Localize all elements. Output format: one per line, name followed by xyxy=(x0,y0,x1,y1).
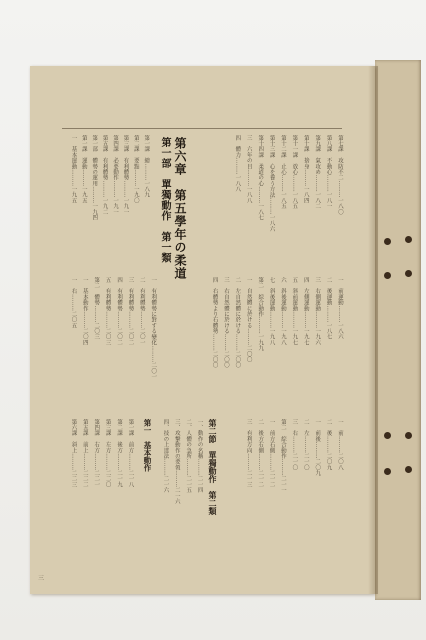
toc-entry: 一 前方右側………二一二 xyxy=(268,419,275,488)
toc-entry: 第十二課 止心………一八五 xyxy=(279,135,286,210)
toc-entry: 第三課 左方………二二〇 xyxy=(104,419,111,488)
part-one-basic-title: 第一 基本動作 xyxy=(143,419,152,472)
toc-entry: 二、人體の急所………二一五 xyxy=(185,419,192,494)
table-of-contents xyxy=(62,128,342,559)
toc-middle-right-group xyxy=(211,277,342,399)
toc-entry: 三 右自然體に於ける………二〇〇 xyxy=(222,277,229,369)
toc-entry: 三 六年の目………一八八 xyxy=(245,135,252,204)
toc-entry: 一 自然體に於ける………二〇〇 xyxy=(245,277,252,363)
toc-upper-right-group xyxy=(234,135,342,257)
toc-entry: 第五課 前上………二二二 xyxy=(81,419,88,488)
toc-entry: 第二課 要點………一九〇 xyxy=(132,135,139,204)
binding-hole xyxy=(405,432,412,439)
toc-entry: 第一課 運動………一九五 xyxy=(80,135,87,204)
binding-hole xyxy=(384,432,391,439)
toc-entry: 第二 綜合動作………一九九 xyxy=(257,277,264,352)
toc-entry: 二 左………二一〇 xyxy=(302,419,309,471)
toc-entry: 三 有利方向………二一三 xyxy=(245,419,252,488)
book-gutter xyxy=(368,66,378,594)
toc-entry: 二 有利體勢………二〇一 xyxy=(138,277,145,346)
section-two-title: 第二節 單獨動作 第二類 xyxy=(208,419,218,515)
toc-entry: 七 斜後運動………一九八 xyxy=(268,277,275,346)
toc-entry: 五 有利體勢………二〇三 xyxy=(104,277,111,346)
toc-entry: 三 右………二一〇 xyxy=(291,419,298,471)
toc-entry: 三、攻撃動作の要領………二一六 xyxy=(173,419,180,505)
toc-entry: 二 後………二〇九 xyxy=(325,419,332,471)
toc-entry: 第五課 有利體勢………一九二 xyxy=(101,135,108,215)
toc-entry: 第四課 必要動作………一九一 xyxy=(112,135,119,215)
binding-hole xyxy=(384,468,391,475)
toc-entry: 第十課 捨身………一八四 xyxy=(302,135,309,204)
toc-entry: 第十三課 心を養う方法………一八六 xyxy=(268,135,275,232)
toc-entry: 第七課 攻防不二………一八〇 xyxy=(337,135,343,215)
binding-hole xyxy=(405,270,412,277)
toc-entry: 二 後運動………一八七 xyxy=(325,277,332,340)
toc-middle-band xyxy=(62,277,342,399)
toc-entry: 第四課 右方………二二一 xyxy=(93,419,100,488)
toc-entry: 第一課 總………一八九 xyxy=(143,135,150,198)
toc-entry: 一、動作の名稱………二一四 xyxy=(196,419,203,494)
toc-entry: 第九課 氣攻め………一八二 xyxy=(314,135,321,210)
toc-entry: 第二 綜合動作………二一一 xyxy=(279,419,286,494)
toc-entry: 一 基本動作………二〇四 xyxy=(81,277,88,346)
toc-entry: 二 後方右側………二一二 xyxy=(257,419,264,488)
toc-entry: 第三課 有利體勢………一九一 xyxy=(122,135,129,215)
toc-entry: 第十一課 放心………一八五 xyxy=(291,135,298,210)
toc-entry: 四 右體勢より右體勢………二〇〇 xyxy=(211,277,218,369)
toc-entry: 第六課 斜上………二二三 xyxy=(70,419,77,488)
facing-page-edge xyxy=(375,60,421,600)
toc-middle-left-group xyxy=(70,277,155,399)
toc-entry: 四 有利體勢………二〇二 xyxy=(116,277,123,346)
toc-lower-band xyxy=(62,419,342,559)
toc-entry: 三 右側運動………一九六 xyxy=(314,277,321,346)
toc-entry: 第十四課 柔道の心………一八七 xyxy=(257,135,264,221)
toc-entry: 三 有利體勢………二〇二 xyxy=(127,277,134,346)
toc-entry: 四 體力………一八八 xyxy=(234,135,241,192)
toc-lower-mid-group xyxy=(162,419,202,549)
toc-entry: 一 前………二〇八 xyxy=(337,419,343,471)
toc-entry: 一 前後………二〇九 xyxy=(314,419,321,476)
toc-entry: 二 左自然體に於ける………二〇〇 xyxy=(234,277,241,369)
toc-entry: 四、技の上達法………二一六 xyxy=(162,419,169,494)
toc-entry: 一 右………二〇五 xyxy=(70,277,77,329)
toc-lower-right-group xyxy=(245,419,342,549)
toc-entry: 第二課 後方………二一九 xyxy=(116,419,123,488)
toc-entry: 第八課 不動心………一八一 xyxy=(325,135,332,210)
toc-entry: 第一部 體勢の運用………一九四 xyxy=(91,135,98,221)
binding-hole xyxy=(405,236,412,243)
page-number: 三 xyxy=(38,575,45,582)
toc-entry: 一 基本運動………一九五 xyxy=(70,135,77,204)
chapter-title: 第六章 第五學年の柔道 xyxy=(173,137,187,280)
binding-hole xyxy=(384,238,391,245)
toc-entry: 五 斜前運動………一九七 xyxy=(291,277,298,346)
toc-entry: 六 斜後運動………一九八 xyxy=(279,277,286,346)
toc-lower-left-group xyxy=(70,419,132,549)
binding-hole xyxy=(405,466,412,473)
toc-entry: 第一課 前方………二一八 xyxy=(127,419,134,488)
toc-entry: 第二 體勢………二〇三 xyxy=(93,277,100,340)
binding-hole xyxy=(384,272,391,279)
toc-entry: 一 有利體勢に對する變化………二〇一 xyxy=(150,277,157,380)
toc-upper-band xyxy=(62,129,343,280)
toc-entry: 一 前運動………一八六 xyxy=(337,277,343,340)
part-one-title: 第一部 單獨動作 第一類 xyxy=(159,137,170,263)
toc-upper-left-group xyxy=(70,135,148,257)
toc-entry: 四 左側運動………一九七 xyxy=(302,277,309,346)
